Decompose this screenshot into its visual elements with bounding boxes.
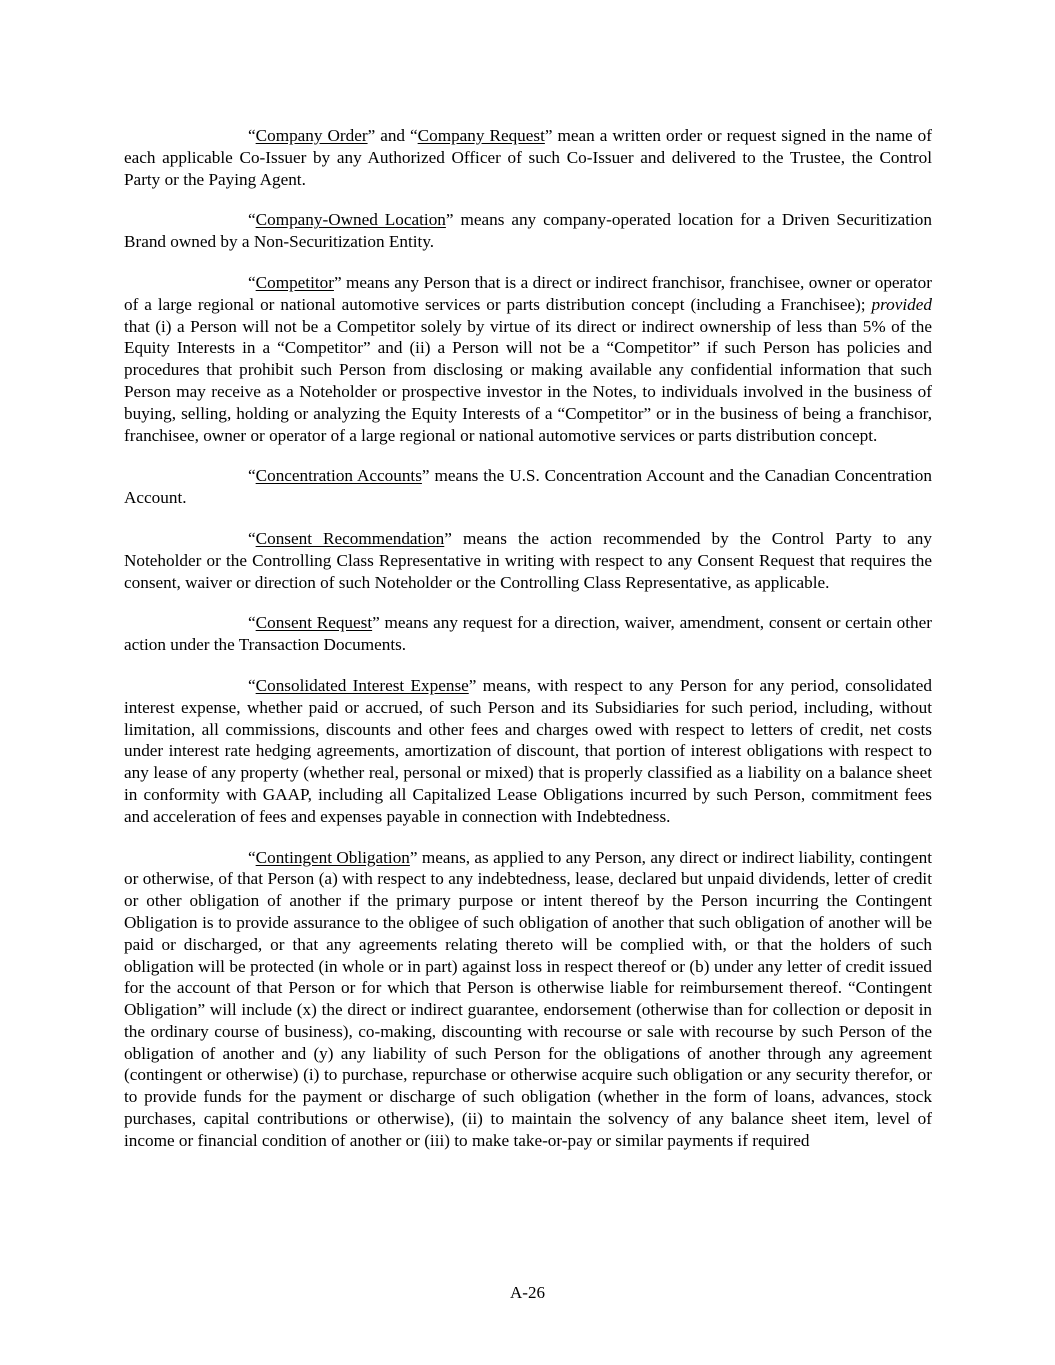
defined-term: Consent Recommendation [255,528,445,548]
definition-text: ” means any company-operated location for a Driven Securitization Brand owned by a Non-Securitization Entity. [124,210,932,252]
defined-term: Concentration Accounts [255,466,422,486]
defined-term: Competitor [255,272,334,292]
definition-competitor [124,272,932,446]
definition-company-owned-location [124,209,932,253]
text-segment: “ [248,466,256,486]
text-segment: “ [248,272,256,292]
text-segment: “ [248,528,256,548]
page-number: A-26 [510,1283,545,1302]
definition-contingent-obligation [124,847,932,1152]
definition-text: ” means any Person that is a direct or indirect franchisor, franchisee, owner or operator of a large regional or national automotive services or parts distribution concept (including a Franchisee); [124,272,932,314]
definition-text: ” means, as applied to any Person, any direct or indirect liability, contingent or otherwise, of that Person (a) with respect to any indebtedness, lease, declared but unpaid dividends, letter of credit or other obligation of another if the primary purpose or intent thereof by the Person incurring the Contingent Obligation is to provide assurance to the obligee of such obligation of another that such obligation of another will be paid or discharged, or that any agreements relating thereto will be complied with, or that the holders of such obligation will be protected (in whole or in part) against loss in respect thereof or (b) under any letter of credit issued for the account of that Person or for which that Person is otherwise liable for reimbursement thereof. “Contingent Obligation” will include (x) the direct or indirect guarantee, endorsement (otherwise than for collection or deposit in the ordinary course of business), co-making, discounting with recourse or sale with recourse by such Person of the obligation of another and (y) any liability of such Person for the obligations of another through any agreement (contingent or otherwise) (i) to purchase, repurchase or otherwise acquire such obligation or any security therefor, or to provide funds for the payment or discharge of such obligation (whether in the form of loans, advances, stock purchases, capital contributions or otherwise), (ii) to maintain the solvency of any balance sheet item, level of income or financial condition of another or (iii) to make take-or-pay or similar payments if required [124,847,932,1150]
italic-proviso: provided [871,294,932,314]
text-segment: ” and “ [367,126,418,145]
definition-text: ” means any request for a direction, waiver, amendment, consent or certain other action under the Transaction Documents. [124,613,933,655]
text-segment: “ [248,126,256,145]
defined-term: Company Order [255,126,368,145]
definition-consent-recommendation [124,528,932,593]
defined-term: Consolidated Interest Expense [255,675,469,695]
definition-concentration-accounts [124,465,932,509]
text-segment: “ [248,675,256,695]
definition-text: ” means the action recommended by the Control Party to any Noteholder or the Controlling Class Representative in writing with respect to any Consent Request that requires the consent, waiver or direction of such Noteholder or the Controlling Class Representative, as applicable. [124,528,932,592]
definition-text: ” means, with respect to any Person for any period, consolidated interest expense, whether paid or accrued, of such Person and its Subsidiaries for such period, including, without limitation, all commissions, discounts and other fees and charges owed with respect to letters of credit, net costs under interest rate hedging agreements, amortization of discount, that portion of interest obligations with respect to any lease of any property (whether real, personal or mixed) that is properly classified as a liability on a balance sheet in conformity with GAAP, including all Capitalized Lease Obligations incurred by such Person, commitment fees and acceleration of fees and expenses payable in connection with Indebtedness. [124,675,932,826]
text-segment: “ [248,613,256,633]
definition-consent-request [124,612,932,656]
definition-consolidated-interest-expense [124,675,932,828]
defined-term: Company Request [417,126,545,145]
defined-term: Contingent Obligation [255,847,410,867]
definition-company-order [124,125,932,190]
defined-term: Company-Owned Location [255,210,446,230]
definition-text: ” mean a written order or request signed in the name of each applicable Co-Issuer by any Authorized Officer of such Co-Issuer and delivered to the Trustee, the Control Party or the Paying Agent. [124,126,932,189]
text-segment: “ [248,210,256,230]
document-page-body [124,125,932,1171]
definition-text: that (i) a Person will not be a Competitor solely by virtue of its direct or indirect ownership of less than 5% of the Equity Interests in a “Competitor” and (ii) a Person will not be a “Competitor” if such Person has policies and procedures that prohibit such Person from disclosing or making available any confidential information that such Person may receive as a Noteholder or prospective investor in the Notes, to individuals involved in the business of buying, selling, holding or analyzing the Equity Interests of a “Competitor” or in the business of being a franchisor, franchisee, owner or operator of a large regional or national automotive services or parts distribution concept. [124,316,932,445]
defined-term: Consent Request [255,613,373,633]
text-segment: “ [248,847,256,867]
definition-text: ” means the U.S. Concentration Account and the Canadian Concentration Account. [124,466,932,508]
